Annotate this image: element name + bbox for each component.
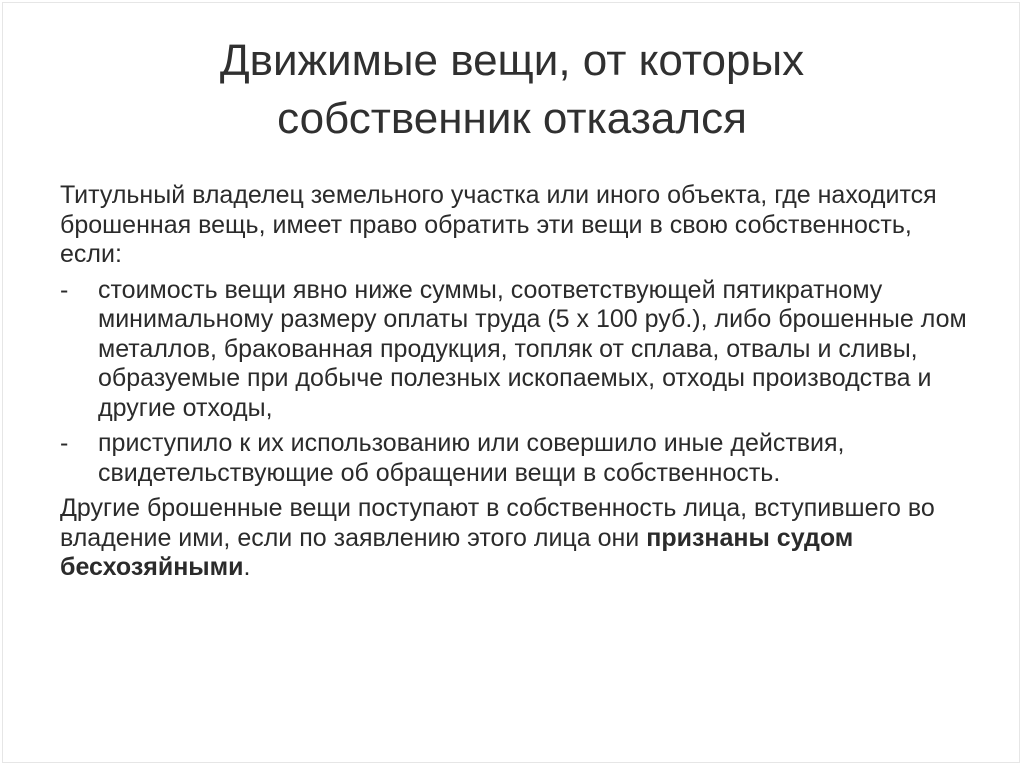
bullet-text: стоимость вещи явно ниже суммы, соответствующей пятикратному минимальному размеру оплаты труда (5 х 100 руб.), либо брошенные лом металлов, бракованная продукция, топляк от сплава, отвалы и сливы, образуемые при добыче полезных ископаемых, отходы производства и другие отходы,	[98, 275, 967, 422]
bullet-marker: -	[60, 275, 69, 304]
intro-paragraph: Титульный владелец земельного участка или иного объекта, где находится брошенная вещь, имеет право обратить эти вещи в свою собственность, если:	[60, 181, 937, 268]
bullet-item	[60, 429, 970, 488]
title-line-2: собственник отказался	[277, 94, 747, 143]
title-line-1: Движимые вещи, от которых	[219, 36, 805, 85]
bullet-item	[60, 276, 970, 424]
bullet-text: приступило к их использованию или совершило иные действия, свидетельствующие об обращении вещи в собственность.	[98, 429, 845, 487]
closing-text: Другие брошенные вещи поступают в собственность лица, вступившего во владение ими, если по заявлению этого лица они	[60, 494, 935, 552]
slide-title	[60, 32, 964, 148]
bullet-marker: -	[60, 429, 69, 457]
slide-body	[60, 181, 970, 589]
closing-paragraph	[60, 494, 970, 583]
closing-emphasis: признаны судом бесхозяйными	[60, 523, 854, 581]
closing-end: .	[243, 553, 251, 581]
